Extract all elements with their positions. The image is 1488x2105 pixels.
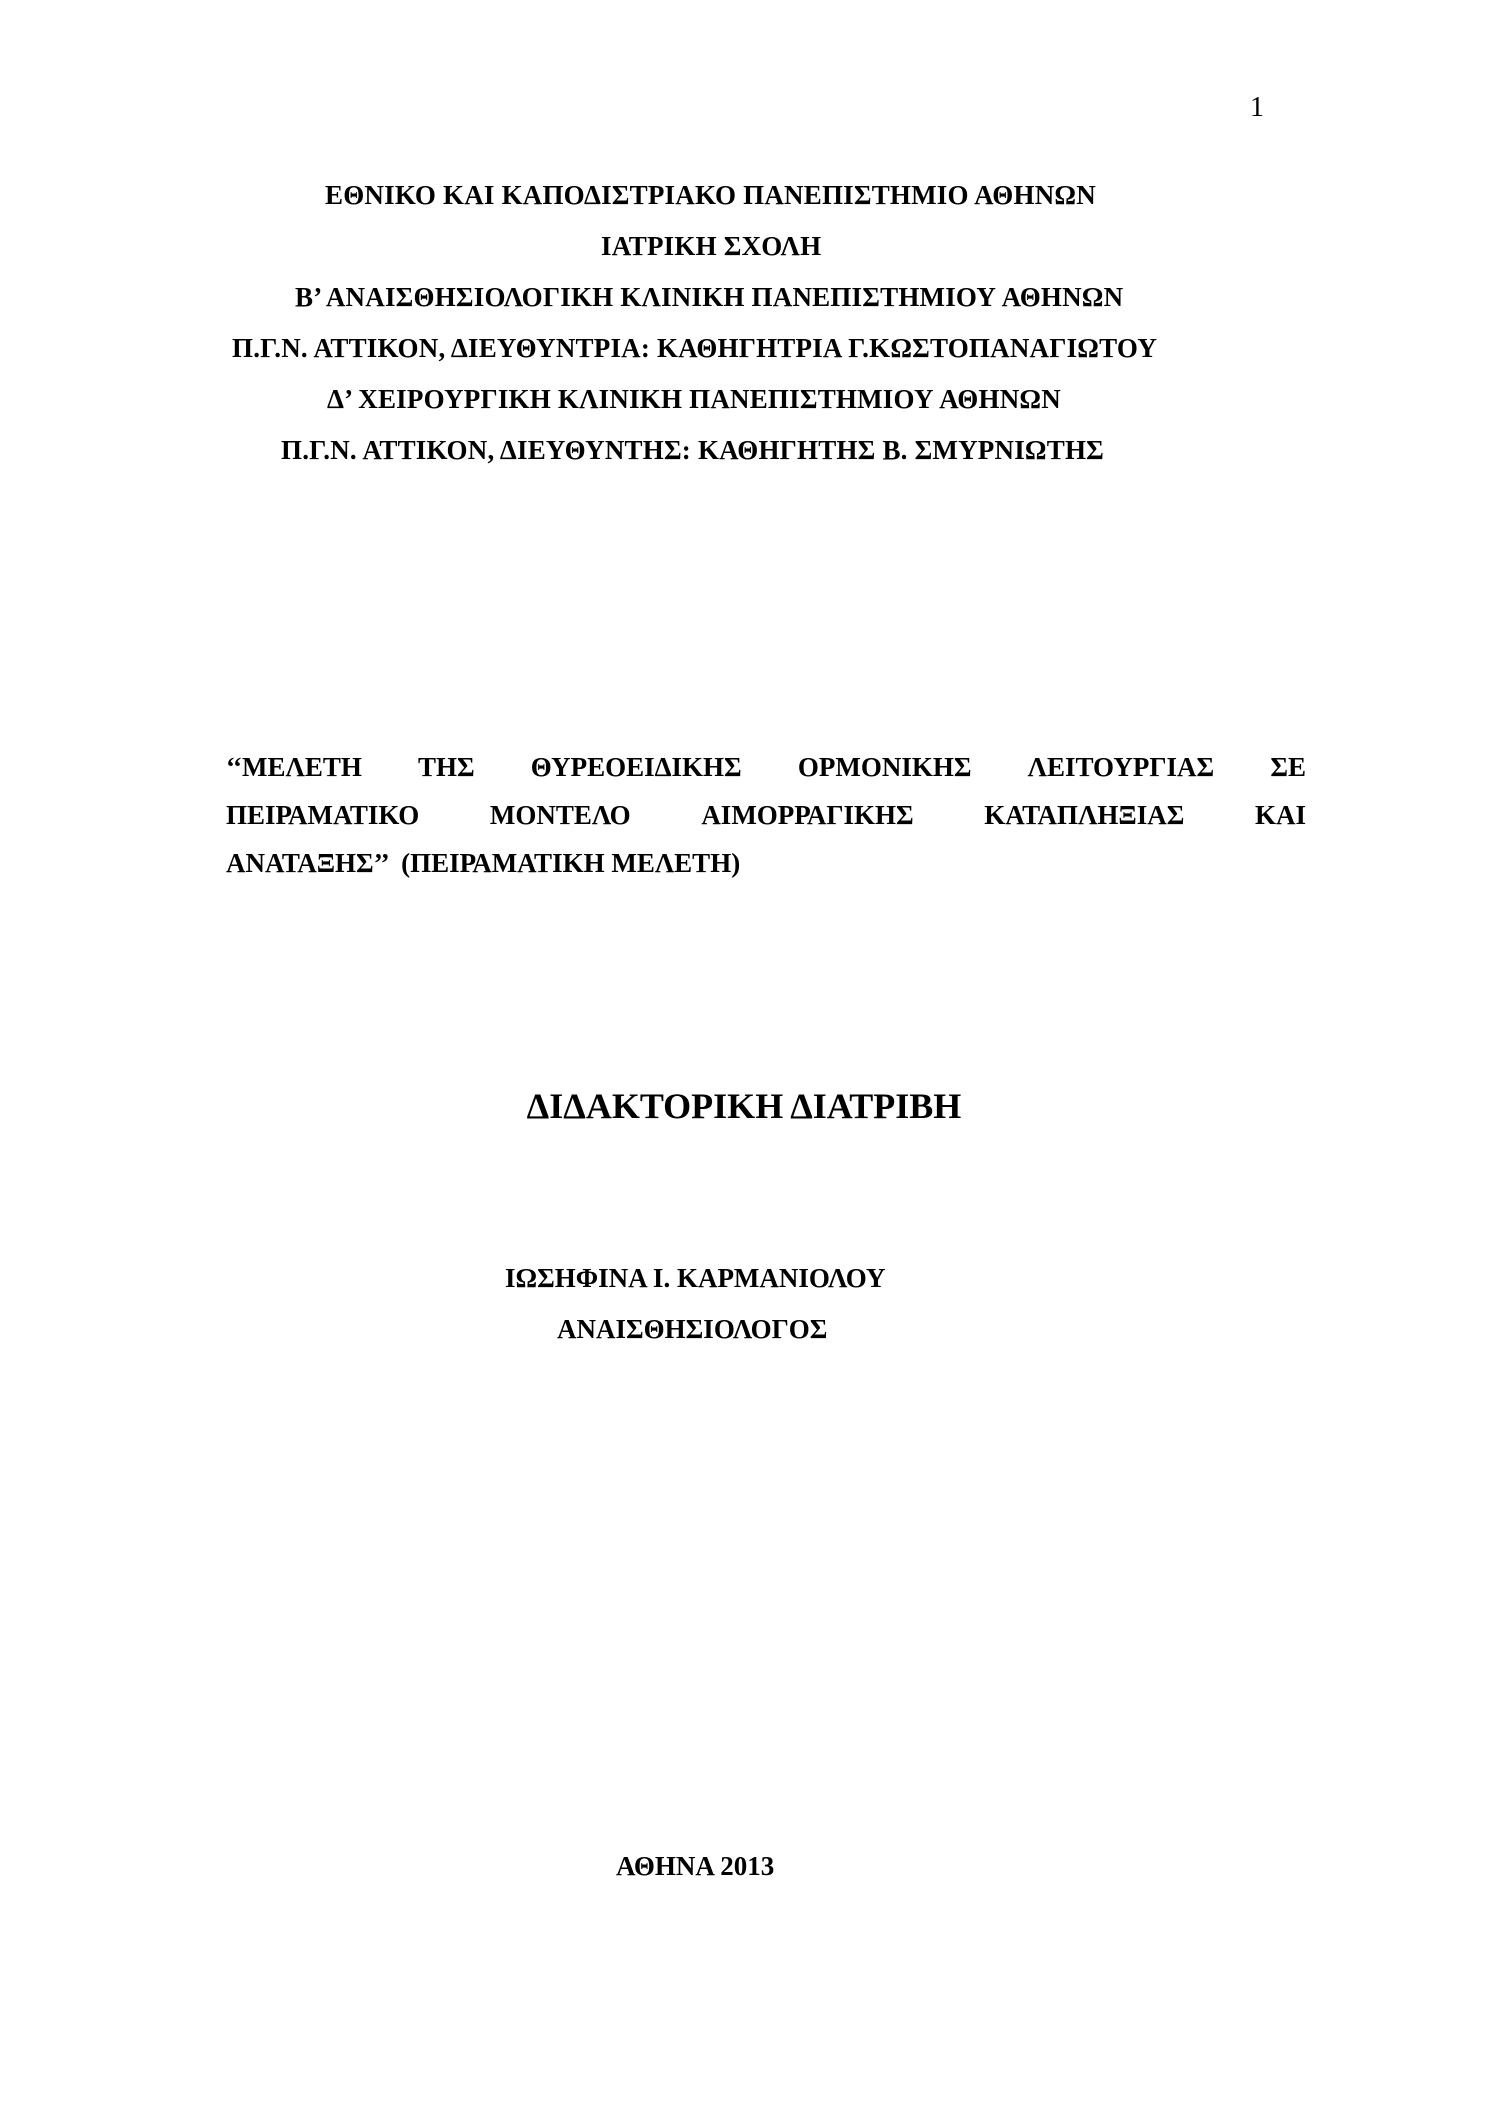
header-school: ΙΑΤΡΙΚΗ ΣΧΟΛΗ (601, 231, 822, 261)
title-word: ΚΑΤΑΠΛΗΞΙΑΣ (984, 800, 1185, 830)
header-clinic-anesthesiology: Β’ ΑΝΑΙΣΘΗΣΙΟΛΟΓΙΚΗ ΚΛΙΝΙΚΗ ΠΑΝΕΠΙΣΤΗΜΙΟΥ ΑΘΗΝΩΝ (295, 282, 1124, 312)
header-university: ΕΘΝΙΚΟ ΚΑΙ ΚΑΠΟΔΙΣΤΡΙΑΚΟ ΠΑΝΕΠΙΣΤΗΜΙΟ ΑΘΗΝΩΝ (325, 180, 1096, 210)
header-clinic-surgery: Δ’ ΧΕΙΡΟΥΡΓΙΚΗ ΚΛΙΝΙΚΗ ΠΑΝΕΠΙΣΤΗΜΙΟΥ ΑΘΗΝΩΝ (327, 384, 1061, 414)
title-word: ΚΑΙ (1254, 800, 1306, 830)
author-role: ΑΝΑΙΣΘΗΣΙΟΛΟΓΟΣ (557, 1314, 828, 1344)
thesis-type: ΔΙΔΑΚΤΟΡΙΚΗ ΔΙΑΤΡΙΒΗ (526, 1086, 962, 1126)
header-hospital-director-1: Π.Γ.Ν. ΑΤΤΙΚΟΝ, ΔΙΕΥΘΥΝΤΡΙΑ: ΚΑΘΗΓΗΤΡΙΑ Γ.ΚΩΣΤΟΠΑΝΑΓΙΩΤΟΥ (232, 333, 1158, 363)
header-hospital-director-2: Π.Γ.Ν. ΑΤΤΙΚΟΝ, ΔΙΕΥΘΥΝΤΗΣ: ΚΑΘΗΓΗΤΗΣ Β. ΣΜΥΡΝΙΩΤΗΣ (281, 435, 1104, 465)
thesis-title (226, 743, 1306, 887)
title-word: ΣΕ (1270, 752, 1306, 782)
title-word: ΛΕΙΤΟΥΡΓΙΑΣ (1027, 752, 1215, 782)
title-word: ΘΥΡΕΟΕΙΔΙΚΗΣ (530, 752, 742, 782)
title-word: ΟΡΜΟΝΙΚΗΣ (797, 752, 972, 782)
title-line-3 (226, 839, 1306, 887)
title-line-2 (226, 791, 1306, 839)
title-word: ΑΙΜΟΡΡΑΓΙΚΗΣ (701, 800, 914, 830)
author-name: ΙΩΣΗΦΙΝΑ Ι. ΚΑΡΜΑΝΙΟΛΟΥ (505, 1263, 886, 1293)
title-line-3-text: ΑΝΑΤΑΞΗΣ’’ (ΠΕΙΡΑΜΑΤΙΚΗ ΜΕΛΕΤΗ) (226, 848, 741, 878)
place-year: ΑΘΗΝΑ 2013 (616, 1851, 775, 1881)
title-word: ‘‘ΜΕΛΕΤΗ (226, 752, 362, 782)
title-word: ΠΕΙΡΑΜΑΤΙΚΟ (226, 800, 420, 830)
page-number: 1 (1250, 92, 1264, 123)
title-word: ΤΗΣ (417, 752, 475, 782)
title-line-1 (226, 743, 1306, 791)
title-word: ΜΟΝΤΕΛΟ (489, 800, 631, 830)
